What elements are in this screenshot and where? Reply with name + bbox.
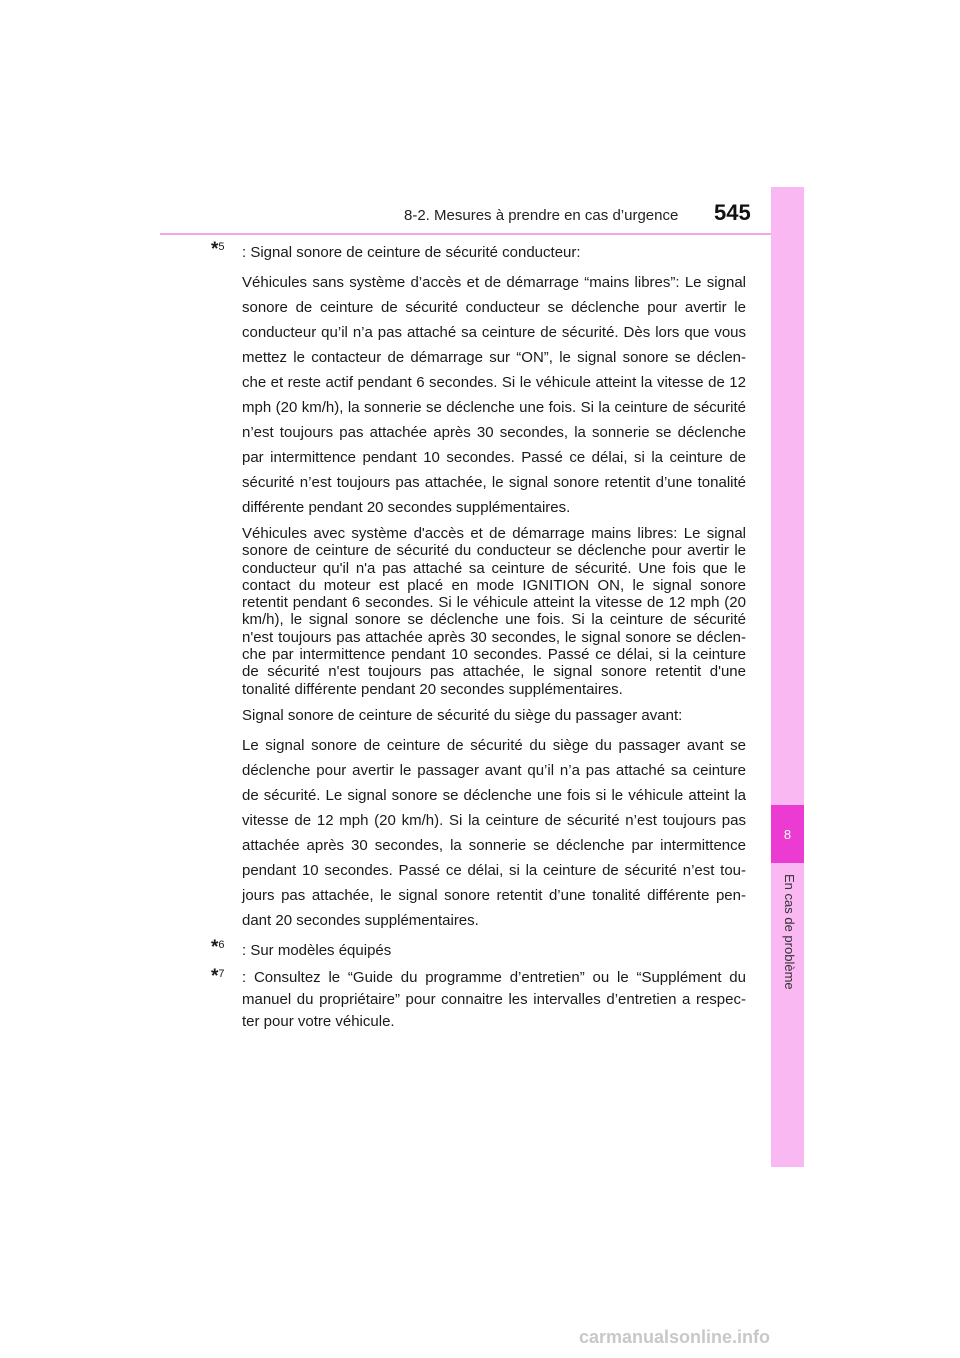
footnote-marker bbox=[211, 240, 225, 259]
footnote-7 bbox=[211, 967, 746, 1033]
footnote-text: : Sur modèles équipés bbox=[242, 941, 392, 959]
watermark-logo: carmanualsonline.info bbox=[579, 1327, 771, 1347]
footnote-marker bbox=[211, 967, 225, 986]
footnote-number: 7 bbox=[218, 967, 225, 980]
paragraph-passenger-seatbelt: Le signal sonore de ceinture de sécurité du siège du passager avant se déclenche pour avertir le passager avant qu’il n’a pas attaché sa ceinture de sécurité. Le signal sonore se déclenche une fois si le véhicule atteint la vitesse de 12 mph (20 km/h). Si la ceinture de sécurité n’est toujours pas attachée après 30 secondes, la sonnerie se déclenche par intermittence pendant 10 secondes. Passé ce délai, si la ceinture de sécurité n’est tou-jours pas attachée, le signal sonore retentit d’une tonalité différente pen-dant 20 secondes supplémentaires. bbox=[242, 736, 746, 929]
passenger-subtitle: Signal sonore de ceinture de sécurité du siège du passager avant: bbox=[242, 706, 683, 724]
footnote-marker bbox=[211, 938, 225, 957]
asterisk-icon: * bbox=[211, 239, 219, 260]
asterisk-icon: * bbox=[211, 936, 219, 958]
footnote-title: : Signal sonore de ceinture de sécurité conducteur: bbox=[242, 244, 581, 261]
paragraph-with-smart-key: Véhicules avec système d'accès et de démarrage mains libres: Le signal sonore de ceinture de sécurité du conducteur se déclenche pour avertir le conducteur qu'il n'a pas attaché sa ceinture de sécurité. Une fois que le contact du moteur est placé en mode IGNITION ON, le signal sonore retentit pendant 6 secondes. Si le véhicule atteint la vitesse de 12 mph (20 km/h), le signal sonore se déclenche une fois. Si la ceinture de sécurité n'est toujours pas attachée après 30 secondes, le signal sonore se déclen-che par intermittence pendant 10 secondes. Passé ce délai, si la ceinture de sécurité n'est toujours pas attachée, le signal sonore retentit d'une tonalité différente pendant 20 secondes supplémentaires. bbox=[242, 525, 746, 698]
chapter-number: 8 bbox=[783, 826, 792, 842]
asterisk-icon: * bbox=[211, 965, 219, 987]
paragraph-without-smart-key: Véhicules sans système d’accès et de démarrage “mains libres”: Le signal sonore de ceinture de sécurité conducteur se déclenche pour avertir le conducteur qu’il n’a pas attaché sa ceinture de sécurité. Dès lors que vous mettez le contacteur de démarrage sur “ON”, le signal sonore se déclen-che et reste actif pendant 6 secondes. Si le véhicule atteint la vitesse de 12 mph (20 km/h), la sonnerie se déclenche une fois. Si la ceinture de sécurité n’est toujours pas attachée après 30 secondes, la sonnerie se déclenche par intermittence pendant 10 secondes. Passé ce délai, si la ceinture de sécurité n’est toujours pas attachée, le signal sonore retentit d’une tonalité différente pendant 20 secondes supplémentaires. bbox=[242, 274, 746, 516]
chapter-title: En cas de problème bbox=[782, 874, 797, 990]
chapter-number-box bbox=[771, 805, 804, 863]
section-title: 8-2. Mesures à prendre en cas d’urgence bbox=[404, 207, 679, 224]
footnote-text: : Consultez le “Guide du programme d’entretien” ou le “Supplément du manuel du propriétaire” pour connaitre les intervalles d’entretien a respec-ter pour votre véhicule. bbox=[242, 968, 746, 1030]
page-content bbox=[211, 240, 746, 1033]
header-rule bbox=[160, 233, 803, 235]
footnote-5 bbox=[211, 240, 746, 933]
footnote-6 bbox=[211, 938, 746, 963]
footnote-number: 5 bbox=[218, 241, 225, 253]
chapter-side-tab bbox=[771, 187, 804, 1167]
page-number: 545 bbox=[714, 200, 751, 225]
footnote-number: 6 bbox=[218, 938, 225, 951]
